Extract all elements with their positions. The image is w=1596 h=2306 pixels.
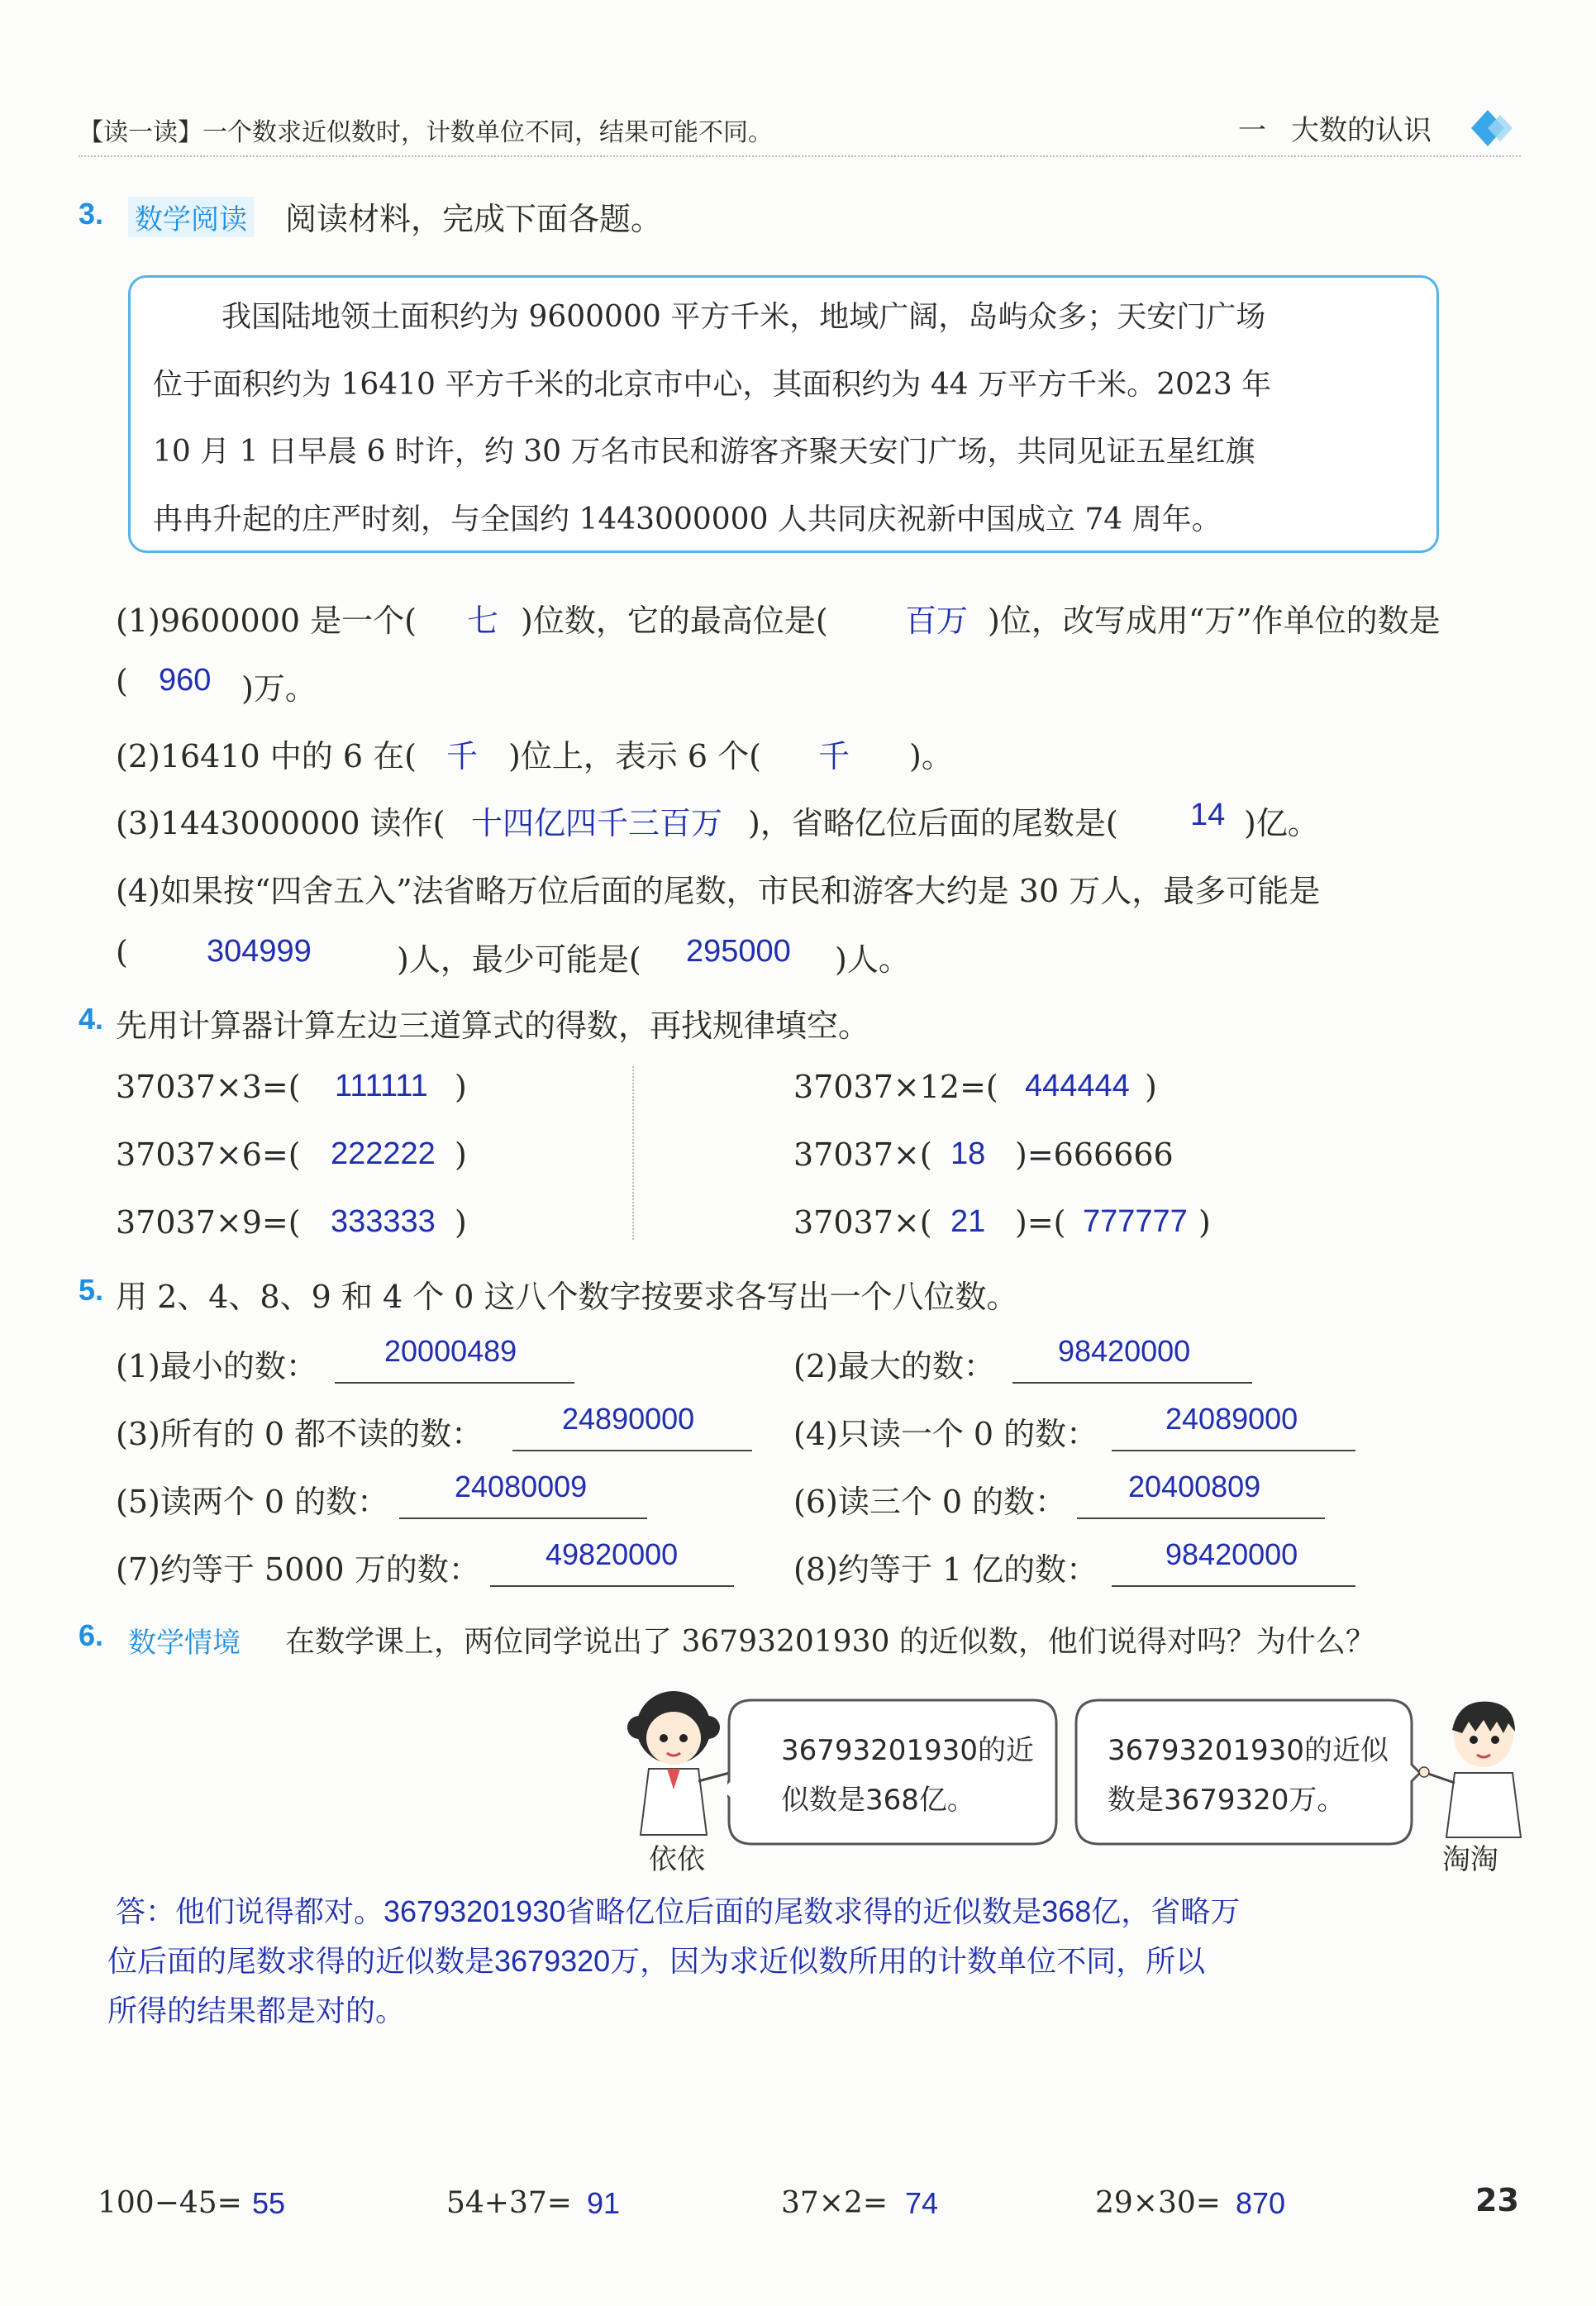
q5-answer-8[interactable]: 98420000 [1165, 1537, 1298, 1571]
q5-answer-4[interactable]: 24089000 [1165, 1402, 1298, 1436]
q3-2-text-b: )位上，表示 6 个( [508, 738, 761, 774]
q4-divider [632, 1066, 634, 1240]
q3-2-text-c: )。 [909, 738, 953, 774]
material-line-1: 我国陆地领土面积约为 9600000 平方千米，地域广阔，岛屿众多；天安门广场 [222, 300, 1266, 334]
q5-blank-4 [1112, 1450, 1355, 1451]
q3-1-text-c: )位，改写成用“万”作单位的数是 [988, 603, 1441, 639]
q5-blank-7 [490, 1585, 734, 1587]
q4-right-expr-2: 37037×( [793, 1136, 932, 1173]
header-reading-tip: 【读一读】一个数求近似数时，计数单位不同，结果可能不同。 [79, 118, 773, 147]
q3-4-text-d: )人。 [835, 941, 910, 978]
material-line-4: 冉冉升起的庄严时刻，与全国约 1443000000 人共同庆祝新中国成立 74 周年。 [153, 503, 1222, 536]
q3-1-text-b: )位数，它的最高位是( [521, 603, 828, 639]
q6-answer-line-1[interactable]: 答：他们说得都对。36793201930省略亿位后面的尾数求得的近似数是368亿，省略万 [116, 1894, 1241, 1928]
q6-answer-line-2[interactable]: 位后面的尾数求得的近似数是3679320万，因为求近似数所用的计数单位不同，所以 [107, 1944, 1206, 1978]
q5-answer-1[interactable]: 20000489 [384, 1334, 517, 1368]
q5-number: 5. [79, 1273, 104, 1307]
q5-blank-6 [1077, 1517, 1325, 1519]
q5-answer-6[interactable]: 20400809 [1128, 1470, 1261, 1503]
q3-4-text-a: (4)如果按“四舍五入”法省略万位后面的尾数，市民和游客大约是 30 万人，最多可能是 [116, 873, 1321, 909]
bubble-left-line-1: 36793201930的近 [781, 1734, 1034, 1767]
footer-calc-1: 100−45= [98, 2186, 242, 2220]
q3-4-text-b: ( [116, 934, 128, 970]
header-dash: 一 [1238, 114, 1266, 147]
q5-label-3: (3)所有的 0 都不读的数： [116, 1416, 484, 1452]
chapter-title: 大数的认识 [1291, 114, 1432, 147]
q5-answer-5[interactable]: 24080009 [455, 1470, 588, 1503]
boy-taotao-illustration [1417, 1690, 1541, 1839]
q3-1-text-e: )万。 [241, 670, 317, 707]
q3-2-answer-2[interactable]: 千 [818, 740, 850, 774]
speech-bubble-right [1074, 1699, 1422, 1847]
page-number: 23 [1475, 2182, 1519, 2218]
bubble-right-line-2: 数是3679320万。 [1108, 1784, 1346, 1817]
q5-label-5: (5)读两个 0 的数： [116, 1484, 389, 1520]
q5-label-4: (4)只读一个 0 的数： [793, 1416, 1098, 1452]
q3-tag: 数学阅读 [128, 197, 254, 237]
q4-left-expr-3: 37037×9=( [116, 1204, 301, 1241]
footer-calc-3: 37×2= [781, 2186, 889, 2220]
q4-left-answer-1[interactable]: 111111 [335, 1069, 428, 1103]
q5-blank-2 [1012, 1382, 1252, 1384]
q3-3-answer-1[interactable]: 十四亿四千三百万 [471, 807, 723, 841]
header-divider [79, 155, 1521, 157]
q6-tag: 数学情境 [128, 1627, 241, 1660]
q4-right-close-2: )=666666 [1015, 1136, 1174, 1173]
footer-calc-4: 29×30= [1095, 2186, 1221, 2220]
name-yiyi: 依依 [649, 1843, 705, 1876]
q5-label-1: (1)最小的数： [116, 1348, 317, 1384]
q4-number: 4. [79, 1002, 104, 1036]
q3-1-answer-1[interactable]: 七 [467, 604, 499, 639]
q4-right-close-1: ) [1145, 1069, 1157, 1105]
q3-3-text-b: )，省略亿位后面的尾数是( [748, 805, 1118, 841]
q4-right-answer-4[interactable]: 777777 [1083, 1204, 1188, 1239]
q4-right-answer-1[interactable]: 444444 [1025, 1069, 1130, 1103]
q4-left-expr-1: 37037×3=( [116, 1069, 301, 1105]
q6-answer-line-3[interactable]: 所得的结果都是对的。 [107, 1994, 406, 2027]
bubble-left-line-2: 似数是368亿。 [781, 1784, 975, 1817]
name-taotao: 淘淘 [1442, 1843, 1498, 1876]
footer-calc-2-answer[interactable]: 91 [587, 2186, 621, 2220]
diamond-icon [1451, 103, 1521, 153]
q3-number: 3. [79, 197, 104, 231]
material-line-2: 位于面积约为 16410 平方千米的北京市中心，其面积约为 44 万平方千米。2023 年 [153, 368, 1272, 402]
q4-title: 先用计算器计算左边三道算式的得数，再找规律填空。 [116, 1008, 870, 1044]
q5-label-2: (2)最大的数： [793, 1348, 995, 1384]
q3-title: 阅读材料，完成下面各题。 [285, 201, 663, 237]
q5-answer-2[interactable]: 98420000 [1058, 1334, 1191, 1368]
q3-1-answer-2[interactable]: 百万 [905, 604, 969, 639]
speech-bubble-left [727, 1699, 1058, 1847]
q3-2-answer-1[interactable]: 千 [446, 740, 479, 774]
q5-label-8: (8)约等于 1 亿的数： [793, 1551, 1098, 1588]
q3-3-text-a: (3)1443000000 读作( [116, 805, 445, 841]
q4-left-expr-2: 37037×6=( [116, 1136, 301, 1173]
q4-right-close-3: ) [1198, 1204, 1211, 1241]
q4-left-close-3: ) [455, 1204, 467, 1241]
q3-3-text-c: )亿。 [1244, 805, 1319, 841]
q4-right-mid-3: )=( [1015, 1204, 1066, 1241]
q4-left-close-2: ) [455, 1136, 467, 1173]
q6-title: 在数学课上，两位同学说出了 36793201930 的近似数，他们说得对吗？为什么？ [285, 1625, 1375, 1659]
q6-number: 6. [79, 1618, 104, 1652]
q5-blank-1 [335, 1382, 574, 1384]
q3-1-text-d: ( [116, 663, 128, 699]
material-line-3: 10 月 1 日早晨 6 时许，约 30 万名市民和游客齐聚天安门广场，共同见证五星红旗 [153, 435, 1255, 469]
q5-label-6: (6)读三个 0 的数： [793, 1484, 1067, 1520]
q4-left-close-1: ) [455, 1069, 467, 1105]
footer-calc-1-answer[interactable]: 55 [252, 2186, 286, 2220]
footer-calc-2: 54+37= [446, 2186, 572, 2220]
bubble-right-line-1: 36793201930的近似 [1108, 1734, 1389, 1767]
q3-1-answer-3[interactable]: 960 [159, 663, 212, 698]
footer-calc-3-answer[interactable]: 74 [905, 2186, 939, 2220]
q5-label-7: (7)约等于 5000 万的数： [116, 1551, 480, 1588]
q4-right-expr-1: 37037×12=( [793, 1069, 998, 1105]
q3-4-answer-2[interactable]: 295000 [686, 934, 791, 969]
q5-blank-8 [1112, 1585, 1355, 1587]
footer-calc-4-answer[interactable]: 870 [1236, 2186, 1286, 2220]
q3-2-text-a: (2)16410 中的 6 在( [116, 738, 417, 774]
q3-4-text-c: )人，最少可能是( [397, 941, 641, 978]
q5-answer-3[interactable]: 24890000 [562, 1402, 695, 1436]
q4-left-answer-2[interactable]: 222222 [331, 1136, 436, 1171]
q3-4-answer-1[interactable]: 304999 [207, 934, 312, 969]
q5-answer-7[interactable]: 49820000 [545, 1537, 679, 1571]
q3-1-text-a: (1)9600000 是一个( [116, 603, 417, 639]
q5-title: 用 2、4、8、9 和 4 个 0 这八个数字按要求各写出一个八位数。 [116, 1279, 1018, 1315]
q3-3-answer-2[interactable]: 14 [1190, 798, 1226, 832]
q5-blank-5 [399, 1517, 647, 1519]
q4-right-answer-3[interactable]: 21 [950, 1204, 986, 1239]
q5-blank-3 [512, 1450, 752, 1451]
q4-left-answer-3[interactable]: 333333 [331, 1204, 436, 1239]
q4-right-expr-3: 37037×( [793, 1204, 932, 1241]
q4-right-answer-2[interactable]: 18 [950, 1136, 986, 1171]
